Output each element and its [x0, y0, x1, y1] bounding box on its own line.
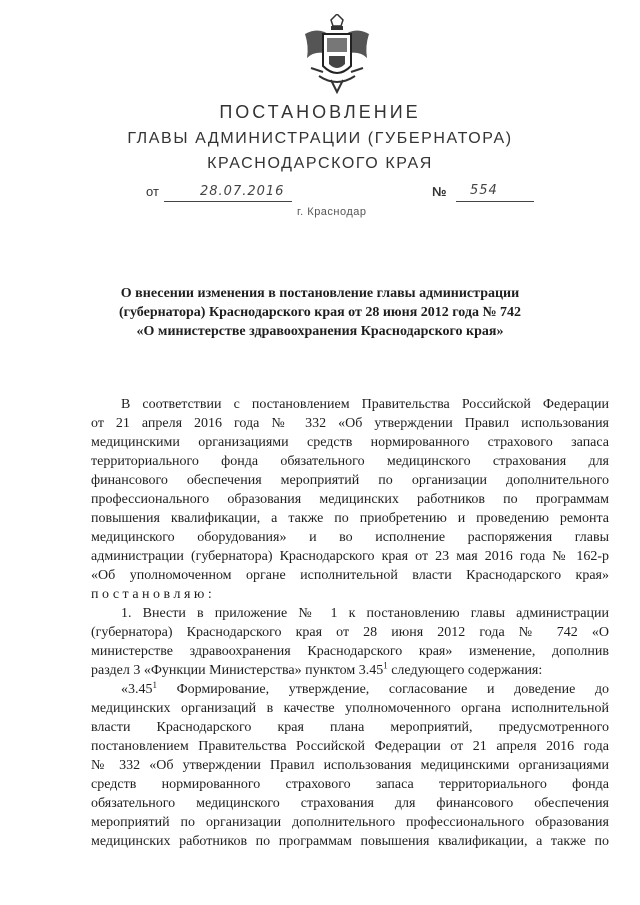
body-line: (губернатора) Краснодарского края от 28 июня 2012 года № 742 «О	[91, 625, 609, 640]
authority-heading-line1: ГЛАВЫ АДМИНИСТРАЦИИ (ГУБЕРНАТОРА)	[127, 130, 513, 147]
body-line: «Об уполномоченном органе исполнительной власти Краснодарского края»	[91, 568, 609, 583]
body-line: медицинскими организациями средств нормированного страхового запаса	[91, 435, 609, 450]
body-line: обязательного медицинского страхования для финансового обеспечения	[91, 796, 609, 811]
body-line: власти Краснодарского края плана мероприятий, предусмотренного	[91, 720, 609, 735]
date-handwritten: 28.07.2016	[200, 184, 285, 199]
subject-line: (губернатора) Краснодарского края от 28 июня 2012 года № 742	[118, 305, 522, 320]
body-line: министерстве здравоохранения Краснодарского края» изменение, дополнив	[91, 644, 609, 659]
number-prefix: №	[432, 184, 447, 199]
date-prefix: от	[146, 184, 159, 199]
body-line: медицинского оборудования» и во исполнение распоряжения главы	[91, 530, 609, 545]
document-type-heading: ПОСТАНОВЛЕНИЕ	[219, 102, 421, 122]
body-line: В соответствии с постановлением Правительства Российской Федерации	[121, 397, 609, 412]
body-line: повышения квалификации, а также по приобретению и проведению ремонта	[91, 511, 609, 526]
body-line: администрации (губернатора) Краснодарского края от 23 мая 2016 года № 162-р	[91, 549, 609, 564]
authority-heading-line2: КРАСНОДАРСКОГО КРАЯ	[207, 155, 433, 172]
body-line: от 21 апреля 2016 года № 332 «Об утверждении Правил использования	[91, 416, 609, 431]
document-body	[91, 395, 609, 851]
body-line: медицинских организаций в качестве уполномоченного органа исполнительной	[91, 701, 609, 716]
document-subject	[95, 284, 545, 341]
body-line: 1. Внести в приложение № 1 к постановлению главы администрации	[121, 606, 609, 621]
body-line: финансового обеспечения мероприятий по организации дополнительного	[91, 473, 609, 488]
subject-line: О внесении изменения в постановление главы администрации	[120, 286, 520, 301]
body-line: № 332 «Об утверждении Правил использования медицинскими организациями	[91, 758, 609, 773]
body-line: медицинских работников по программам повышения квалификации, а также по	[91, 834, 609, 849]
body-line: мероприятий по организации дополнительного профессионального образования	[91, 815, 609, 830]
body-line: раздел 3 «Функции Министерства» пунктом 3.45$^1$ следующего содержания:	[91, 661, 543, 678]
subject-line: «О министерстве здравоохранения Краснодарского края»	[136, 324, 504, 339]
number-underline	[456, 201, 534, 202]
date-underline	[164, 201, 292, 202]
coat-of-arms-emblem	[301, 14, 373, 94]
body-line: территориального фонда обязательного медицинского страхования для	[91, 454, 609, 469]
body-line: средств нормированного страхового запаса территориального фонда	[91, 777, 609, 792]
city-label: г. Краснодар	[297, 206, 367, 218]
number-handwritten: 554	[470, 183, 498, 198]
body-line: профессионального образования медицинских работников по программам	[91, 492, 609, 507]
body-line-decree-word: постановляю:	[91, 587, 216, 602]
body-line-item: «3.45 1 Формирование, утверждение, согласование и доведение до	[121, 680, 609, 697]
body-line: постановлением Правительства Российской Федерации от 21 апреля 2016 года	[91, 739, 609, 754]
